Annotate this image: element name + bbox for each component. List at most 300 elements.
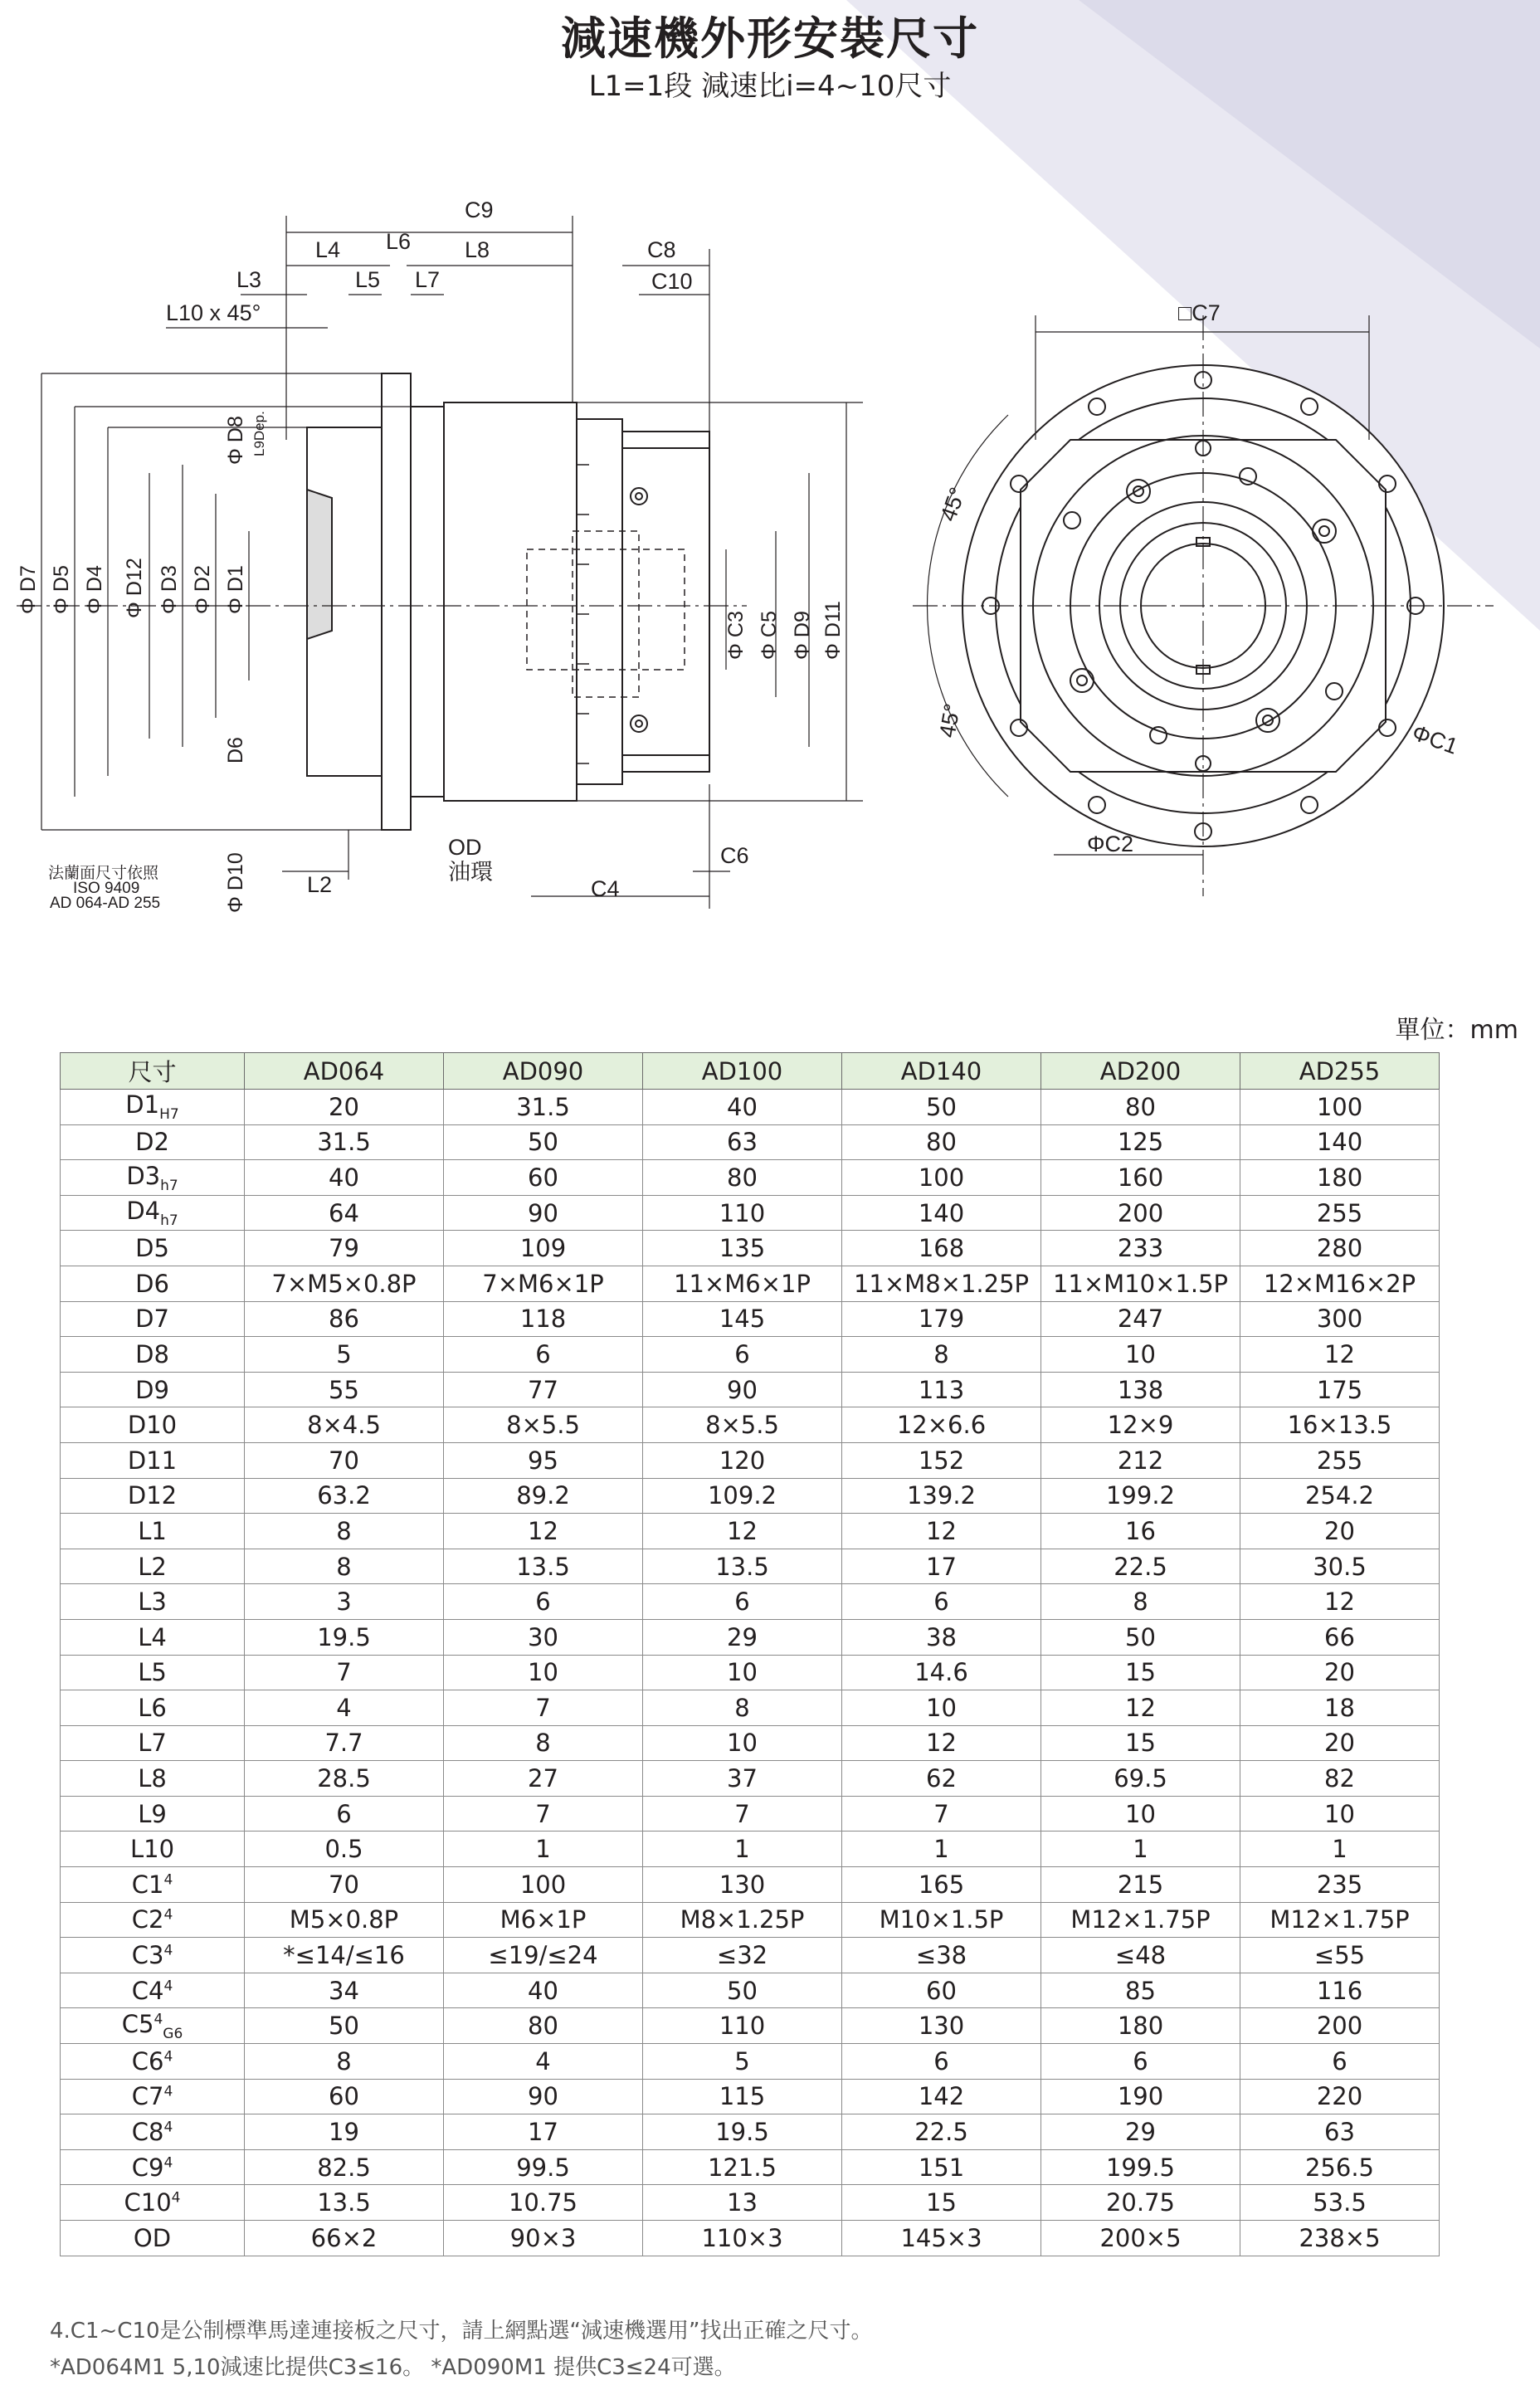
- table-row: [61, 1090, 1440, 1125]
- row-label: [61, 1231, 245, 1266]
- table-cell: 20: [1240, 1725, 1440, 1761]
- table-cell: 12: [643, 1514, 842, 1549]
- label-oil-ring: 油環: [448, 860, 493, 885]
- table-cell: 12: [444, 1514, 643, 1549]
- table-cell: 13.5: [245, 2185, 444, 2221]
- table-cell: 10.75: [444, 2185, 643, 2221]
- table-cell: 17: [842, 1549, 1041, 1584]
- table-cell: 53.5: [1240, 2185, 1440, 2221]
- row-label: [61, 1124, 245, 1160]
- table-cell: 80: [1041, 1090, 1240, 1125]
- table-cell: 116: [1240, 1973, 1440, 2008]
- row-label: [61, 1761, 245, 1797]
- table-row: [61, 1337, 1440, 1373]
- row-label: [61, 2149, 245, 2185]
- label-d11: Φ D11: [821, 601, 845, 660]
- table-cell: 130: [643, 1867, 842, 1903]
- page-title: 減速機外形安裝尺寸: [561, 12, 979, 65]
- table-cell: 70: [245, 1442, 444, 1478]
- table-cell: 15: [1041, 1655, 1240, 1690]
- table-cell: 6: [1240, 2044, 1440, 2080]
- table-cell: 85: [1041, 1973, 1240, 2008]
- row-label: [61, 1655, 245, 1690]
- row-label-name: D12: [127, 1481, 178, 1510]
- table-cell: 40: [643, 1090, 842, 1125]
- table-row: [61, 1160, 1440, 1196]
- row-label-name: C4: [131, 1976, 164, 2005]
- label-c6: C6: [720, 843, 749, 868]
- row-label-sup: 4: [163, 2153, 173, 2171]
- table-body: [61, 1090, 1440, 2256]
- table-cell: ≤19/≤24: [444, 1938, 643, 1973]
- table-cell: 16×13.5: [1240, 1407, 1440, 1443]
- table-row: [61, 2044, 1440, 2080]
- table-cell: 118: [444, 1301, 643, 1337]
- table-cell: 165: [842, 1867, 1041, 1903]
- table-cell: 4: [245, 1690, 444, 1726]
- label-l9: L9Dep.: [251, 411, 267, 456]
- table-cell: 160: [1041, 1160, 1240, 1196]
- row-label-sub: h7: [160, 1177, 178, 1194]
- table-row: [61, 2114, 1440, 2150]
- table-cell: 215: [1041, 1867, 1240, 1903]
- table-cell: 29: [1041, 2114, 1240, 2150]
- table-cell: 255: [1240, 1442, 1440, 1478]
- table-cell: 8×4.5: [245, 1407, 444, 1443]
- table-cell: 50: [842, 1090, 1041, 1125]
- table-row: [61, 1231, 1440, 1266]
- row-label-name: D10: [127, 1411, 178, 1440]
- table-row: [61, 1266, 1440, 1301]
- table-cell: 168: [842, 1231, 1041, 1266]
- table-cell: 200×5: [1041, 2221, 1240, 2256]
- table-cell: 247: [1041, 1301, 1240, 1337]
- table-cell: 5: [643, 2044, 842, 2080]
- table-cell: M5×0.8P: [245, 1902, 444, 1938]
- table-row: [61, 1690, 1440, 1726]
- table-cell: 31.5: [245, 1124, 444, 1160]
- row-label: [61, 1195, 245, 1231]
- table-cell: 19.5: [245, 1619, 444, 1655]
- table-cell: 7: [444, 1690, 643, 1726]
- row-label-name: C10: [124, 2188, 172, 2217]
- row-label-sup: 4: [163, 2048, 173, 2066]
- row-label: [61, 2185, 245, 2221]
- table-cell: 86: [245, 1301, 444, 1337]
- label-angle-2: 45°: [934, 701, 966, 740]
- row-label-name: D11: [127, 1446, 178, 1475]
- table-cell: 20: [1240, 1655, 1440, 1690]
- label-c5: Φ C5: [758, 611, 781, 660]
- table-cell: 138: [1041, 1372, 1240, 1407]
- table-cell: 38: [842, 1619, 1041, 1655]
- table-cell: 12: [1240, 1337, 1440, 1373]
- row-label-name: C7: [131, 2082, 164, 2111]
- table-cell: 89.2: [444, 1478, 643, 1514]
- header-ad100: AD100: [643, 1053, 842, 1090]
- table-cell: 199.2: [1041, 1478, 1240, 1514]
- table-cell: 16: [1041, 1514, 1240, 1549]
- table-cell: 109: [444, 1231, 643, 1266]
- label-d10: Φ D10: [224, 852, 247, 913]
- table-cell: 6: [842, 2044, 1041, 2080]
- label-d12: Φ D12: [123, 558, 146, 618]
- table-cell: 135: [643, 1231, 842, 1266]
- table-cell: 120: [643, 1442, 842, 1478]
- table-cell: M8×1.25P: [643, 1902, 842, 1938]
- table-row: [61, 1372, 1440, 1407]
- row-label-name: L7: [138, 1729, 167, 1758]
- table-cell: 5: [245, 1337, 444, 1373]
- table-cell: 7: [643, 1796, 842, 1832]
- table-cell: 60: [444, 1160, 643, 1196]
- table-cell: 3: [245, 1584, 444, 1620]
- label-d1: Φ D1: [224, 565, 247, 614]
- table-header-row: [61, 1053, 1440, 1090]
- side-view: [17, 198, 863, 913]
- row-label-name: C8: [131, 2118, 164, 2147]
- table-cell: 8: [643, 1690, 842, 1726]
- table-cell: 79: [245, 1231, 444, 1266]
- table-row: [61, 1442, 1440, 1478]
- table-row: [61, 1549, 1440, 1584]
- label-l8: L8: [465, 237, 490, 262]
- label-c10: C10: [651, 269, 693, 294]
- table-cell: 140: [1240, 1124, 1440, 1160]
- table-cell: 13.5: [444, 1549, 643, 1584]
- row-label: [61, 1796, 245, 1832]
- row-label-sup: 4: [163, 2119, 173, 2136]
- table-cell: 145×3: [842, 2221, 1041, 2256]
- table-cell: 10: [643, 1725, 842, 1761]
- table-cell: 100: [444, 1867, 643, 1903]
- table-row: [61, 1478, 1440, 1514]
- table-cell: 80: [444, 2008, 643, 2044]
- row-label-name: C6: [131, 2046, 164, 2075]
- table-cell: 13: [643, 2185, 842, 2221]
- row-label-name: D8: [135, 1339, 169, 1368]
- table-cell: 220: [1240, 2079, 1440, 2114]
- row-label-sub: H7: [159, 1106, 179, 1124]
- unit-label: 單位：mm: [1395, 1016, 1518, 1045]
- table-cell: 13.5: [643, 1549, 842, 1584]
- label-l2: L2: [307, 872, 333, 897]
- row-label: [61, 1407, 245, 1443]
- table-cell: 30.5: [1240, 1549, 1440, 1584]
- row-label-name: D2: [135, 1128, 169, 1157]
- table-cell: 60: [842, 1973, 1041, 2008]
- header-ad090: AD090: [444, 1053, 643, 1090]
- table-row: [61, 1938, 1440, 1973]
- table-row: [61, 1796, 1440, 1832]
- table-cell: 8: [245, 2044, 444, 2080]
- table-cell: 255: [1240, 1195, 1440, 1231]
- table-row: [61, 1761, 1440, 1797]
- table-cell: 28.5: [245, 1761, 444, 1797]
- table-cell: 40: [444, 1973, 643, 2008]
- table-cell: 6: [1041, 2044, 1240, 2080]
- row-label-name: D5: [135, 1234, 169, 1263]
- table-cell: 11×M8×1.25P: [842, 1266, 1041, 1301]
- header-ad200: AD200: [1041, 1053, 1240, 1090]
- table-cell: 34: [245, 1973, 444, 2008]
- row-label: [61, 1442, 245, 1478]
- table-cell: 254.2: [1240, 1478, 1440, 1514]
- row-label-name: L6: [138, 1693, 167, 1722]
- row-label-name: C2: [131, 1905, 164, 1934]
- row-label: [61, 1584, 245, 1620]
- row-label-name: C9: [131, 2153, 164, 2182]
- row-label: [61, 1902, 245, 1938]
- row-label-sup: 4: [163, 2083, 173, 2100]
- header-ad140: AD140: [842, 1053, 1041, 1090]
- table-cell: 69.5: [1041, 1761, 1240, 1797]
- row-label-name: C1: [131, 1870, 164, 1899]
- table-cell: 110: [643, 1195, 842, 1231]
- row-label: [61, 1549, 245, 1584]
- table-cell: 121.5: [643, 2149, 842, 2185]
- table-cell: 29: [643, 1619, 842, 1655]
- table-cell: 0.5: [245, 1832, 444, 1867]
- label-l6: L6: [386, 229, 412, 254]
- table-cell: 27: [444, 1761, 643, 1797]
- table-cell: 12×M16×2P: [1240, 1266, 1440, 1301]
- row-label: [61, 2008, 245, 2044]
- table-cell: 10: [1041, 1796, 1240, 1832]
- table-row: [61, 2079, 1440, 2114]
- table-cell: ≤55: [1240, 1938, 1440, 1973]
- table-cell: 15: [1041, 1725, 1240, 1761]
- table-cell: 113: [842, 1372, 1041, 1407]
- table-cell: 80: [643, 1160, 842, 1196]
- table-row: [61, 1195, 1440, 1231]
- table-cell: 12: [1041, 1690, 1240, 1726]
- table-cell: 14.6: [842, 1655, 1041, 1690]
- row-label-sub: h7: [160, 1212, 178, 1229]
- table-cell: 64: [245, 1195, 444, 1231]
- spec-table: [60, 1052, 1440, 2256]
- row-label: [61, 2079, 245, 2114]
- row-label-name: L2: [138, 1552, 167, 1581]
- header-ad255: AD255: [1240, 1053, 1440, 1090]
- table-cell: 17: [444, 2114, 643, 2150]
- table-cell: 8: [245, 1514, 444, 1549]
- table-cell: 70: [245, 1867, 444, 1903]
- table-cell: 11×M10×1.5P: [1041, 1266, 1240, 1301]
- table-cell: 300: [1240, 1301, 1440, 1337]
- table-cell: 66×2: [245, 2221, 444, 2256]
- table-cell: 1: [643, 1832, 842, 1867]
- flange-note-2: ISO 9409: [73, 880, 140, 897]
- table-cell: 50: [444, 1124, 643, 1160]
- table-cell: 12: [842, 1514, 1041, 1549]
- label-c7: □C7: [1178, 300, 1221, 325]
- table-cell: 6: [444, 1584, 643, 1620]
- table-cell: 40: [245, 1160, 444, 1196]
- label-d4: Φ D4: [83, 565, 106, 614]
- row-label: [61, 1619, 245, 1655]
- table-cell: M12×1.75P: [1041, 1902, 1240, 1938]
- table-cell: 19.5: [643, 2114, 842, 2150]
- table-cell: 22.5: [1041, 1549, 1240, 1584]
- table-cell: 142: [842, 2079, 1041, 2114]
- label-d2: Φ D2: [191, 565, 214, 614]
- table-cell: 60: [245, 2079, 444, 2114]
- table-cell: *≤14/≤16: [245, 1938, 444, 1973]
- label-c3: Φ C3: [724, 611, 748, 660]
- table-row: [61, 2149, 1440, 2185]
- table-cell: 140: [842, 1195, 1041, 1231]
- table-cell: 180: [1041, 2008, 1240, 2044]
- table-cell: 20: [1240, 1514, 1440, 1549]
- table-cell: 235: [1240, 1867, 1440, 1903]
- label-d8: Φ D8: [224, 416, 247, 465]
- table-row: [61, 1832, 1440, 1867]
- table-cell: 139.2: [842, 1478, 1041, 1514]
- table-cell: M6×1P: [444, 1902, 643, 1938]
- label-angle-1: 45°: [935, 484, 971, 525]
- table-cell: 12: [842, 1725, 1041, 1761]
- table-cell: 31.5: [444, 1090, 643, 1125]
- row-label-name: L1: [138, 1516, 167, 1545]
- row-label: [61, 1832, 245, 1867]
- label-c8: C8: [647, 237, 676, 262]
- table-cell: 90: [444, 2079, 643, 2114]
- table-cell: ≤32: [643, 1938, 842, 1973]
- row-label-sub: G6: [163, 2025, 183, 2042]
- table-row: [61, 1124, 1440, 1160]
- table-cell: 151: [842, 2149, 1041, 2185]
- row-label: [61, 1266, 245, 1301]
- table-cell: 10: [1240, 1796, 1440, 1832]
- table-cell: 80: [842, 1124, 1041, 1160]
- table-cell: 100: [842, 1160, 1041, 1196]
- table-cell: 152: [842, 1442, 1041, 1478]
- table-row: [61, 1655, 1440, 1690]
- table-cell: 6: [842, 1584, 1041, 1620]
- row-label-name: D9: [135, 1375, 169, 1404]
- table-cell: 179: [842, 1301, 1041, 1337]
- row-label-name: D4: [126, 1197, 161, 1226]
- table-cell: 109.2: [643, 1478, 842, 1514]
- table-cell: 212: [1041, 1442, 1240, 1478]
- flange-note-3: AD 064-AD 255: [50, 895, 161, 912]
- table-cell: 10: [643, 1655, 842, 1690]
- table-cell: 50: [1041, 1619, 1240, 1655]
- table-cell: 55: [245, 1372, 444, 1407]
- table-row: [61, 1725, 1440, 1761]
- table-cell: 12×6.6: [842, 1407, 1041, 1443]
- table-cell: 20.75: [1041, 2185, 1240, 2221]
- table-row: [61, 1973, 1440, 2008]
- table-cell: 15: [842, 2185, 1041, 2221]
- table-cell: 95: [444, 1442, 643, 1478]
- row-label: [61, 1690, 245, 1726]
- table-cell: 200: [1240, 2008, 1440, 2044]
- table-cell: 180: [1240, 1160, 1440, 1196]
- table-cell: 77: [444, 1372, 643, 1407]
- table-cell: 99.5: [444, 2149, 643, 2185]
- table-row: [61, 2221, 1440, 2256]
- table-cell: 6: [643, 1584, 842, 1620]
- row-label-name: D6: [135, 1269, 169, 1298]
- row-label: [61, 1867, 245, 1903]
- table-cell: 7×M6×1P: [444, 1266, 643, 1301]
- table-cell: 62: [842, 1761, 1041, 1797]
- table-cell: 8×5.5: [444, 1407, 643, 1443]
- row-label: [61, 1160, 245, 1196]
- label-l3: L3: [236, 267, 262, 292]
- row-label: [61, 1090, 245, 1125]
- table-cell: 125: [1041, 1124, 1240, 1160]
- table-cell: 256.5: [1240, 2149, 1440, 2185]
- row-label-name: L4: [138, 1622, 167, 1651]
- row-label: [61, 1337, 245, 1373]
- page-subtitle: L1=1段 減速比i=4~10尺寸: [588, 70, 952, 103]
- table-cell: 8: [444, 1725, 643, 1761]
- table-cell: 30: [444, 1619, 643, 1655]
- table-cell: 110: [643, 2008, 842, 2044]
- note-c3-option: *AD064M1 5,10減速比提供C3≤16。 *AD090M1 提供C3≤24可選。: [50, 2355, 736, 2380]
- table-cell: 110×3: [643, 2221, 842, 2256]
- row-label: [61, 1973, 245, 2008]
- table-cell: 50: [643, 1973, 842, 2008]
- label-c1: ΦC1: [1408, 719, 1461, 759]
- row-label: [61, 1938, 245, 1973]
- table-row: [61, 1407, 1440, 1443]
- table-cell: 12×9: [1041, 1407, 1240, 1443]
- row-label-name: L5: [138, 1658, 167, 1687]
- table-cell: 4: [444, 2044, 643, 2080]
- table-cell: 63: [1240, 2114, 1440, 2150]
- table-cell: 6: [444, 1337, 643, 1373]
- table-cell: 7: [444, 1796, 643, 1832]
- row-label-sup: 4: [154, 2011, 163, 2028]
- row-label-sup: 4: [163, 1871, 173, 1889]
- table-cell: 8: [245, 1549, 444, 1584]
- table-cell: 6: [643, 1337, 842, 1373]
- row-label: [61, 1301, 245, 1337]
- label-od: OD: [448, 835, 482, 860]
- label-d6: D6: [224, 737, 247, 763]
- table-cell: 7.7: [245, 1725, 444, 1761]
- label-d3: Φ D3: [158, 565, 181, 614]
- row-label-name: L9: [138, 1799, 167, 1828]
- table-cell: 115: [643, 2079, 842, 2114]
- table-cell: 37: [643, 1761, 842, 1797]
- row-label: [61, 2221, 245, 2256]
- table-cell: 175: [1240, 1372, 1440, 1407]
- row-label-sup: 4: [163, 1942, 173, 1959]
- table-cell: 18: [1240, 1690, 1440, 1726]
- table-cell: 7: [842, 1796, 1041, 1832]
- label-d5: Φ D5: [50, 565, 73, 614]
- label-l4: L4: [315, 237, 341, 262]
- row-label: [61, 1478, 245, 1514]
- table-cell: 19: [245, 2114, 444, 2150]
- label-c9: C9: [465, 198, 494, 222]
- table-cell: 90×3: [444, 2221, 643, 2256]
- table-cell: 200: [1041, 1195, 1240, 1231]
- row-label-name: C3: [131, 1941, 164, 1970]
- label-l10: L10 x 45°: [166, 300, 261, 325]
- table-row: [61, 1867, 1440, 1903]
- page-header: [0, 10, 1540, 105]
- row-label: [61, 1514, 245, 1549]
- table-cell: 90: [444, 1195, 643, 1231]
- label-d7: Φ D7: [17, 565, 40, 614]
- header-dimension: 尺寸: [61, 1053, 245, 1090]
